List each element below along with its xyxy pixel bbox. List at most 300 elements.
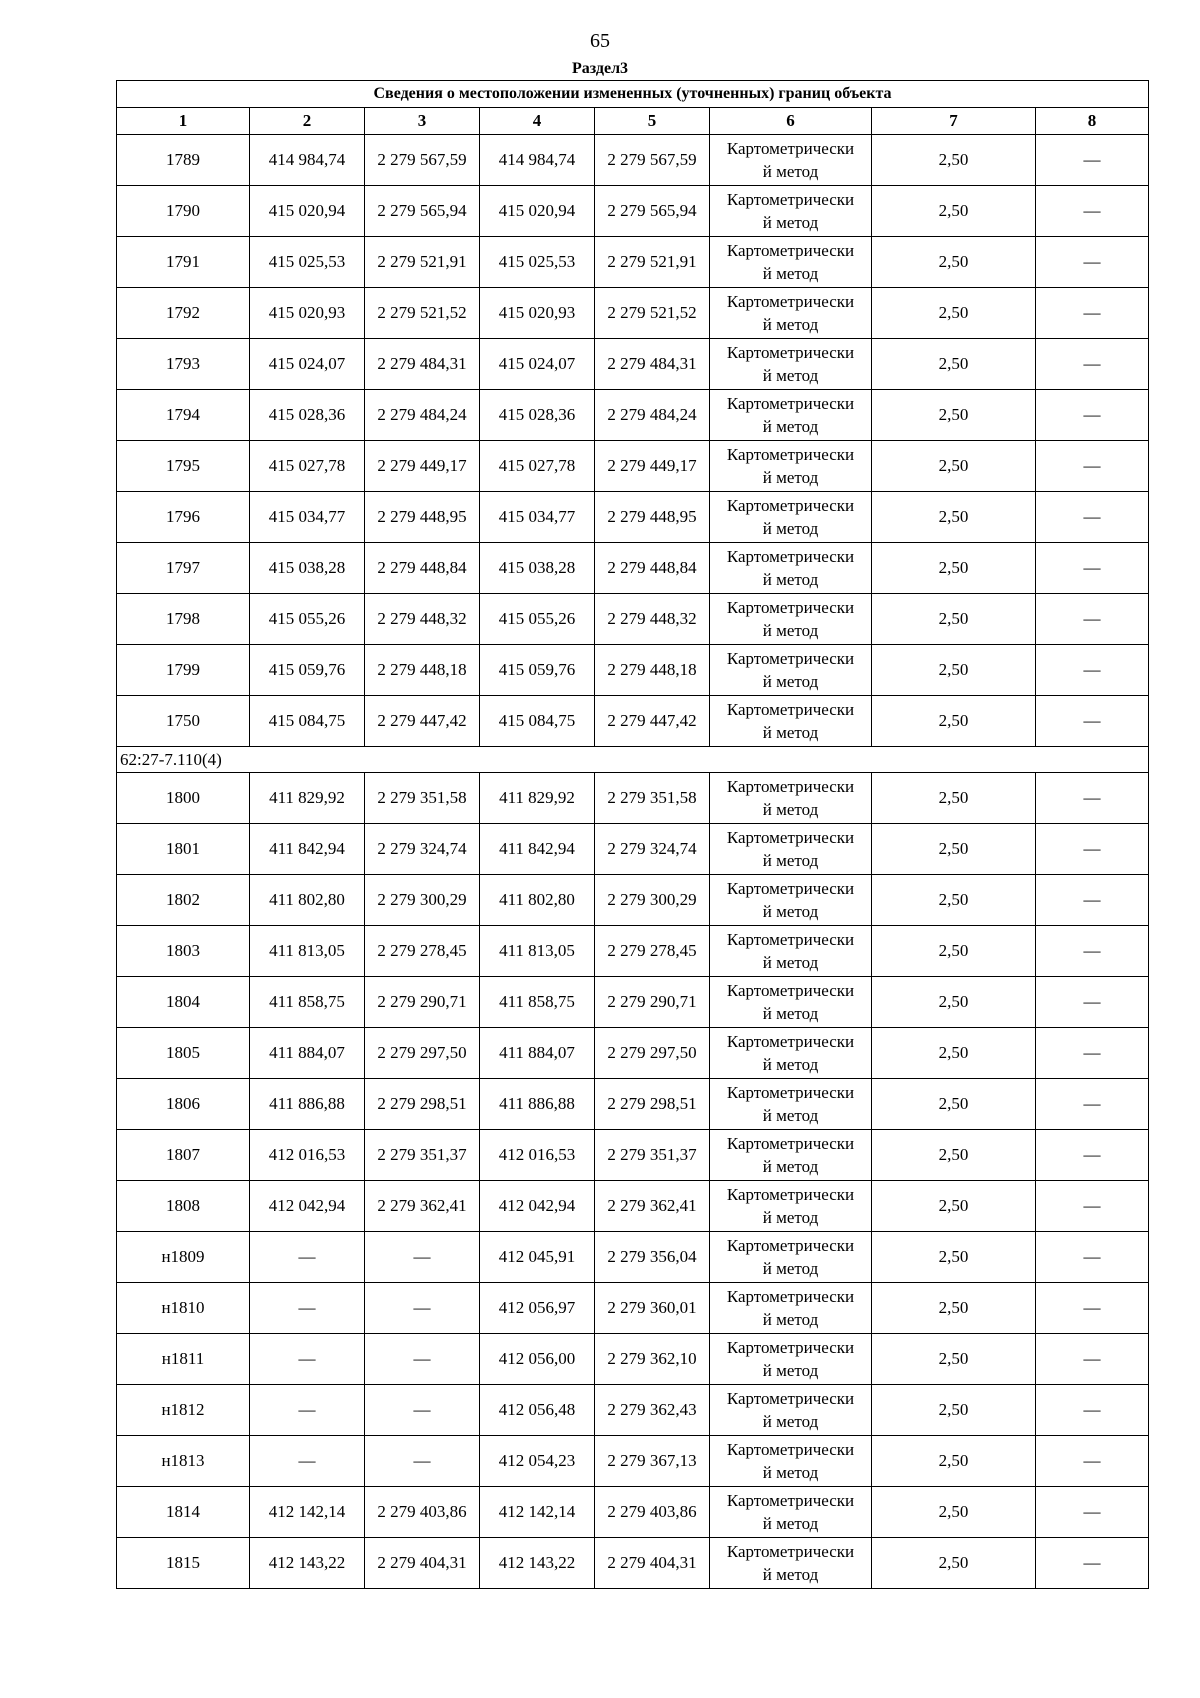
description: — (1036, 390, 1149, 441)
description: — (1036, 339, 1149, 390)
description: — (1036, 1232, 1149, 1283)
x-existing: 411 829,92 (250, 773, 365, 824)
method-cell (710, 1334, 872, 1385)
method-line: й метод (762, 162, 819, 181)
method-cell (710, 543, 872, 594)
table-row (117, 492, 1149, 543)
description: — (1036, 1436, 1149, 1487)
x-existing: — (250, 1283, 365, 1334)
x-existing: 414 984,74 (250, 135, 365, 186)
method-cell (710, 977, 872, 1028)
column-number: 8 (1036, 108, 1149, 135)
point-number: 1750 (117, 696, 250, 747)
y-refined: 2 279 449,17 (595, 441, 710, 492)
y-existing: 2 279 521,52 (365, 288, 480, 339)
accuracy: 2,50 (872, 1538, 1036, 1589)
method-cell (710, 1283, 872, 1334)
method-line: Картометрически (726, 1083, 855, 1102)
method-cell (710, 1487, 872, 1538)
y-existing: 2 279 448,84 (365, 543, 480, 594)
x-existing: 415 055,26 (250, 594, 365, 645)
point-number: н1813 (117, 1436, 250, 1487)
table-row (117, 1334, 1149, 1385)
y-existing: 2 279 300,29 (365, 875, 480, 926)
group-label: 62:27-7.110(4) (117, 747, 1149, 773)
method-line: й метод (762, 1004, 819, 1023)
accuracy: 2,50 (872, 135, 1036, 186)
description: — (1036, 594, 1149, 645)
x-existing: 415 028,36 (250, 390, 365, 441)
accuracy: 2,50 (872, 186, 1036, 237)
description: — (1036, 977, 1149, 1028)
column-number: 3 (365, 108, 480, 135)
x-existing: 411 884,07 (250, 1028, 365, 1079)
accuracy: 2,50 (872, 1385, 1036, 1436)
x-refined: 411 858,75 (480, 977, 595, 1028)
description: — (1036, 1385, 1149, 1436)
method-cell (710, 1232, 872, 1283)
x-existing: 415 059,76 (250, 645, 365, 696)
accuracy: 2,50 (872, 824, 1036, 875)
description: — (1036, 824, 1149, 875)
x-refined: 411 829,92 (480, 773, 595, 824)
table-row (117, 441, 1149, 492)
point-number: 1801 (117, 824, 250, 875)
y-existing: 2 279 403,86 (365, 1487, 480, 1538)
x-existing: 411 842,94 (250, 824, 365, 875)
y-refined: 2 279 404,31 (595, 1538, 710, 1589)
table-row (117, 926, 1149, 977)
x-refined: 411 884,07 (480, 1028, 595, 1079)
method-cell (710, 645, 872, 696)
point-number: 1796 (117, 492, 250, 543)
description: — (1036, 1028, 1149, 1079)
description: — (1036, 1079, 1149, 1130)
method-line: Картометрически (726, 828, 855, 847)
method-cell (710, 237, 872, 288)
method-line: Картометрически (726, 1185, 855, 1204)
method-cell (710, 135, 872, 186)
x-existing: 415 038,28 (250, 543, 365, 594)
x-refined: 415 034,77 (480, 492, 595, 543)
point-number: 1808 (117, 1181, 250, 1232)
column-number: 7 (872, 108, 1036, 135)
method-line: Картометрически (726, 1287, 855, 1306)
y-refined: 2 279 360,01 (595, 1283, 710, 1334)
y-existing: — (365, 1334, 480, 1385)
y-existing: — (365, 1385, 480, 1436)
description: — (1036, 1334, 1149, 1385)
point-number: 1798 (117, 594, 250, 645)
y-refined: 2 279 298,51 (595, 1079, 710, 1130)
table-row (117, 1385, 1149, 1436)
point-number: 1803 (117, 926, 250, 977)
x-refined: 412 016,53 (480, 1130, 595, 1181)
x-existing: 412 042,94 (250, 1181, 365, 1232)
table-row (117, 543, 1149, 594)
y-refined: 2 279 567,59 (595, 135, 710, 186)
y-existing: 2 279 290,71 (365, 977, 480, 1028)
point-number: 1815 (117, 1538, 250, 1589)
y-refined: 2 279 403,86 (595, 1487, 710, 1538)
point-number: н1811 (117, 1334, 250, 1385)
x-refined: 415 020,94 (480, 186, 595, 237)
x-existing: 411 858,75 (250, 977, 365, 1028)
point-number: 1795 (117, 441, 250, 492)
x-existing: 411 802,80 (250, 875, 365, 926)
x-refined: 412 042,94 (480, 1181, 595, 1232)
method-line: й метод (762, 1055, 819, 1074)
accuracy: 2,50 (872, 492, 1036, 543)
method-line: й метод (762, 1106, 819, 1125)
accuracy: 2,50 (872, 594, 1036, 645)
column-number: 2 (250, 108, 365, 135)
method-line: Картометрически (726, 1236, 855, 1255)
method-cell (710, 1181, 872, 1232)
method-cell (710, 1130, 872, 1181)
y-refined: 2 279 521,91 (595, 237, 710, 288)
method-line: й метод (762, 1361, 819, 1380)
y-refined: 2 279 484,31 (595, 339, 710, 390)
x-refined: 415 020,93 (480, 288, 595, 339)
y-refined: 2 279 297,50 (595, 1028, 710, 1079)
description: — (1036, 1130, 1149, 1181)
x-existing: — (250, 1232, 365, 1283)
x-refined: 415 084,75 (480, 696, 595, 747)
method-line: й метод (762, 366, 819, 385)
description: — (1036, 1487, 1149, 1538)
table-row (117, 237, 1149, 288)
method-line: Картометрически (726, 700, 855, 719)
method-line: й метод (762, 468, 819, 487)
method-line: й метод (762, 1157, 819, 1176)
point-number: 1789 (117, 135, 250, 186)
column-number: 5 (595, 108, 710, 135)
y-refined: 2 279 300,29 (595, 875, 710, 926)
method-cell (710, 492, 872, 543)
x-refined: 412 142,14 (480, 1487, 595, 1538)
method-cell (710, 696, 872, 747)
method-line: й метод (762, 800, 819, 819)
method-line: Картометрически (726, 1032, 855, 1051)
y-existing: — (365, 1283, 480, 1334)
method-line: Картометрически (726, 394, 855, 413)
x-refined: 411 886,88 (480, 1079, 595, 1130)
point-number: 1800 (117, 773, 250, 824)
table-row (117, 696, 1149, 747)
table-row (117, 135, 1149, 186)
accuracy: 2,50 (872, 339, 1036, 390)
accuracy: 2,50 (872, 1232, 1036, 1283)
accuracy: 2,50 (872, 645, 1036, 696)
table-body (117, 81, 1149, 1589)
y-existing: 2 279 447,42 (365, 696, 480, 747)
y-refined: 2 279 290,71 (595, 977, 710, 1028)
point-number: 1805 (117, 1028, 250, 1079)
y-refined: 2 279 351,37 (595, 1130, 710, 1181)
description: — (1036, 543, 1149, 594)
method-cell (710, 824, 872, 875)
y-existing: 2 279 448,32 (365, 594, 480, 645)
method-line: Картометрически (726, 1389, 855, 1408)
point-number: 1791 (117, 237, 250, 288)
y-refined: 2 279 448,95 (595, 492, 710, 543)
y-refined: 2 279 448,32 (595, 594, 710, 645)
method-line: й метод (762, 1259, 819, 1278)
x-existing: 415 020,94 (250, 186, 365, 237)
table-row (117, 875, 1149, 926)
method-cell (710, 773, 872, 824)
method-line: Картометрически (726, 879, 855, 898)
x-refined: 412 056,00 (480, 1334, 595, 1385)
method-cell (710, 926, 872, 977)
table-row (117, 594, 1149, 645)
y-refined: 2 279 324,74 (595, 824, 710, 875)
x-existing: 415 025,53 (250, 237, 365, 288)
method-line: Картометрически (726, 598, 855, 617)
x-existing: — (250, 1436, 365, 1487)
x-refined: 412 143,22 (480, 1538, 595, 1589)
point-number: 1807 (117, 1130, 250, 1181)
table-caption-row (117, 81, 1149, 108)
x-refined: 415 059,76 (480, 645, 595, 696)
x-refined: 411 842,94 (480, 824, 595, 875)
point-number: н1812 (117, 1385, 250, 1436)
x-refined: 411 813,05 (480, 926, 595, 977)
method-line: Картометрически (726, 1134, 855, 1153)
accuracy: 2,50 (872, 1283, 1036, 1334)
method-line: й метод (762, 213, 819, 232)
method-cell (710, 875, 872, 926)
x-refined: 414 984,74 (480, 135, 595, 186)
x-refined: 415 055,26 (480, 594, 595, 645)
method-line: Картометрически (726, 1491, 855, 1510)
x-refined: 415 028,36 (480, 390, 595, 441)
x-refined: 412 056,48 (480, 1385, 595, 1436)
method-line: Картометрически (726, 649, 855, 668)
column-number: 1 (117, 108, 250, 135)
table-row (117, 288, 1149, 339)
method-line: Картометрически (726, 930, 855, 949)
description: — (1036, 237, 1149, 288)
y-refined: 2 279 565,94 (595, 186, 710, 237)
description: — (1036, 926, 1149, 977)
description: — (1036, 773, 1149, 824)
y-refined: 2 279 362,43 (595, 1385, 710, 1436)
description: — (1036, 135, 1149, 186)
method-cell (710, 288, 872, 339)
description: — (1036, 645, 1149, 696)
method-line: й метод (762, 1463, 819, 1482)
x-existing: 412 143,22 (250, 1538, 365, 1589)
method-cell (710, 594, 872, 645)
method-cell (710, 1538, 872, 1589)
x-refined: 411 802,80 (480, 875, 595, 926)
y-existing: 2 279 404,31 (365, 1538, 480, 1589)
y-existing: 2 279 297,50 (365, 1028, 480, 1079)
y-refined: 2 279 447,42 (595, 696, 710, 747)
description: — (1036, 696, 1149, 747)
y-existing: 2 279 298,51 (365, 1079, 480, 1130)
method-line: Картометрически (726, 1542, 855, 1561)
description: — (1036, 492, 1149, 543)
y-refined: 2 279 356,04 (595, 1232, 710, 1283)
table-row (117, 186, 1149, 237)
y-refined: 2 279 521,52 (595, 288, 710, 339)
point-number: н1810 (117, 1283, 250, 1334)
method-line: Картометрически (726, 547, 855, 566)
y-existing: 2 279 324,74 (365, 824, 480, 875)
method-line: Картометрически (726, 1440, 855, 1459)
accuracy: 2,50 (872, 1334, 1036, 1385)
accuracy: 2,50 (872, 1079, 1036, 1130)
y-existing: 2 279 567,59 (365, 135, 480, 186)
x-existing: 411 813,05 (250, 926, 365, 977)
point-number: 1806 (117, 1079, 250, 1130)
accuracy: 2,50 (872, 543, 1036, 594)
x-refined: 412 054,23 (480, 1436, 595, 1487)
description: — (1036, 1283, 1149, 1334)
description: — (1036, 1181, 1149, 1232)
x-refined: 412 056,97 (480, 1283, 595, 1334)
column-number: 4 (480, 108, 595, 135)
accuracy: 2,50 (872, 1181, 1036, 1232)
y-existing: 2 279 449,17 (365, 441, 480, 492)
method-cell (710, 186, 872, 237)
x-existing: 412 142,14 (250, 1487, 365, 1538)
accuracy: 2,50 (872, 441, 1036, 492)
column-number: 6 (710, 108, 872, 135)
method-line: Картометрически (726, 445, 855, 464)
x-refined: 415 038,28 (480, 543, 595, 594)
method-line: й метод (762, 953, 819, 972)
method-cell (710, 1079, 872, 1130)
method-cell (710, 441, 872, 492)
method-line: й метод (762, 1412, 819, 1431)
description: — (1036, 1538, 1149, 1589)
accuracy: 2,50 (872, 875, 1036, 926)
point-number: 1799 (117, 645, 250, 696)
y-existing: 2 279 521,91 (365, 237, 480, 288)
point-number: 1804 (117, 977, 250, 1028)
accuracy: 2,50 (872, 390, 1036, 441)
accuracy: 2,50 (872, 977, 1036, 1028)
y-refined: 2 279 362,10 (595, 1334, 710, 1385)
y-existing: 2 279 484,31 (365, 339, 480, 390)
boundary-coordinates-table (116, 80, 1149, 1589)
method-line: Картометрически (726, 139, 855, 158)
x-existing: 415 020,93 (250, 288, 365, 339)
method-cell (710, 390, 872, 441)
page-number: 65 (590, 30, 610, 52)
method-line: й метод (762, 1208, 819, 1227)
table-row (117, 1181, 1149, 1232)
method-line: й метод (762, 1310, 819, 1329)
x-existing: 415 024,07 (250, 339, 365, 390)
y-existing: 2 279 448,18 (365, 645, 480, 696)
accuracy: 2,50 (872, 696, 1036, 747)
accuracy: 2,50 (872, 1130, 1036, 1181)
x-refined: 415 024,07 (480, 339, 595, 390)
y-existing: 2 279 448,95 (365, 492, 480, 543)
method-line: Картометрически (726, 190, 855, 209)
x-existing: — (250, 1334, 365, 1385)
method-line: Картометрически (726, 496, 855, 515)
table-row (117, 339, 1149, 390)
accuracy: 2,50 (872, 926, 1036, 977)
y-existing: 2 279 278,45 (365, 926, 480, 977)
point-number: н1809 (117, 1232, 250, 1283)
method-line: й метод (762, 621, 819, 640)
method-line: й метод (762, 672, 819, 691)
y-existing: 2 279 351,58 (365, 773, 480, 824)
table-row (117, 1079, 1149, 1130)
point-number: 1794 (117, 390, 250, 441)
description: — (1036, 441, 1149, 492)
table-row (117, 1028, 1149, 1079)
y-existing: — (365, 1436, 480, 1487)
point-number: 1790 (117, 186, 250, 237)
method-cell (710, 1385, 872, 1436)
accuracy: 2,50 (872, 773, 1036, 824)
column-number-row (117, 108, 1149, 135)
table-row (117, 773, 1149, 824)
method-line: Картометрически (726, 777, 855, 796)
table-row (117, 645, 1149, 696)
y-refined: 2 279 351,58 (595, 773, 710, 824)
table-row (117, 977, 1149, 1028)
method-line: й метод (762, 902, 819, 921)
x-existing: 415 034,77 (250, 492, 365, 543)
y-existing: 2 279 565,94 (365, 186, 480, 237)
y-refined: 2 279 278,45 (595, 926, 710, 977)
method-line: й метод (762, 1565, 819, 1584)
table-caption: Сведения о местоположении измененных (уточненных) границ объекта (117, 81, 1149, 108)
point-number: 1792 (117, 288, 250, 339)
description: — (1036, 186, 1149, 237)
y-refined: 2 279 448,18 (595, 645, 710, 696)
method-cell (710, 1028, 872, 1079)
method-line: й метод (762, 851, 819, 870)
group-row (117, 747, 1149, 773)
method-cell (710, 1436, 872, 1487)
method-line: Картометрически (726, 981, 855, 1000)
method-line: й метод (762, 723, 819, 742)
x-existing: 412 016,53 (250, 1130, 365, 1181)
section-title: Раздел3 (571, 60, 629, 77)
x-existing: 411 886,88 (250, 1079, 365, 1130)
method-line: Картометрически (726, 292, 855, 311)
y-refined: 2 279 448,84 (595, 543, 710, 594)
point-number: 1797 (117, 543, 250, 594)
description: — (1036, 875, 1149, 926)
table-row (117, 824, 1149, 875)
method-cell (710, 339, 872, 390)
y-refined: 2 279 484,24 (595, 390, 710, 441)
table-row (117, 1130, 1149, 1181)
x-refined: 412 045,91 (480, 1232, 595, 1283)
y-existing: 2 279 362,41 (365, 1181, 480, 1232)
method-line: Картометрически (726, 241, 855, 260)
method-line: й метод (762, 570, 819, 589)
accuracy: 2,50 (872, 1436, 1036, 1487)
table-row (117, 1538, 1149, 1589)
table-row (117, 1436, 1149, 1487)
table-row (117, 390, 1149, 441)
table-row (117, 1232, 1149, 1283)
method-line: й метод (762, 1514, 819, 1533)
method-line: й метод (762, 264, 819, 283)
